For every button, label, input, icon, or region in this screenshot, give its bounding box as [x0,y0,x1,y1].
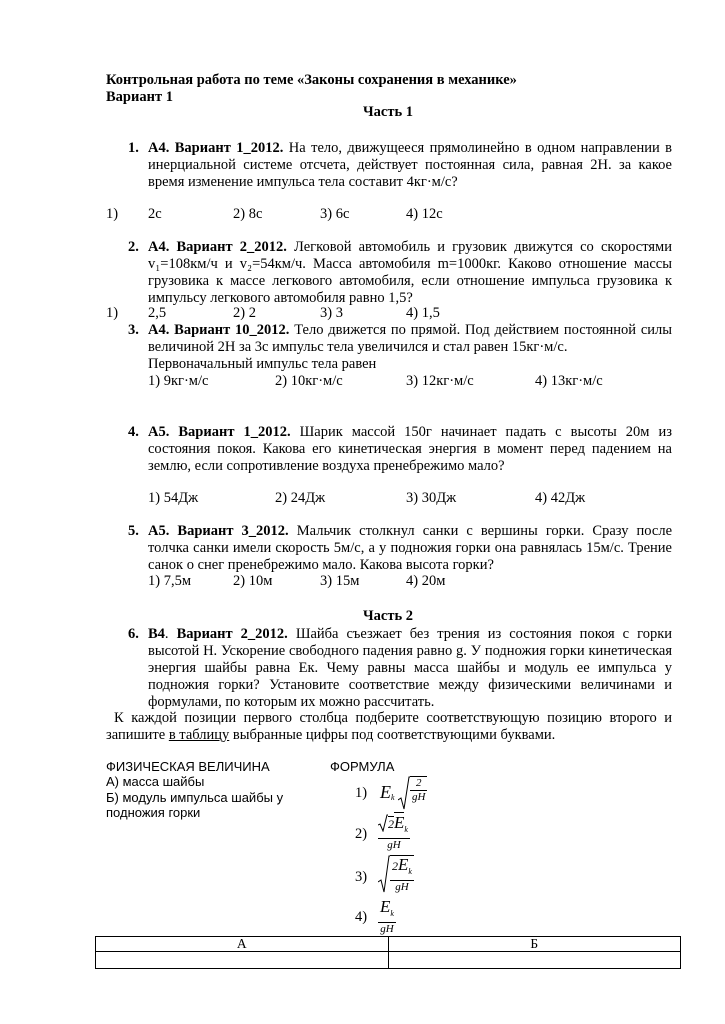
q5-body [148,523,672,574]
q6-body [148,626,672,711]
q4-body [148,424,672,475]
formula-2 [378,814,410,851]
q2-number: 2. [128,239,139,255]
q6-text: Шайба съезжает без трения из состояния покоя с горки высотой H. Ускорение свободного падения равно g. У подножия горки кинетическая энергия шайбы равна Eк. Чему равны масса шайбы и модуль ее импульса у подножия горки? Установите соответствие между физическими величинами и формулами, по которым их можно рассчитать. [148,626,673,710]
q1-opt-num: 1) [106,206,119,222]
q3-opt-2: 2) 10кг·м/с [275,373,343,389]
f2-frac [378,814,410,851]
answer-table-header-row [96,937,681,952]
q6-tag: Вариант 2_2012. [176,626,288,642]
f4-frac [378,898,396,935]
f2-E: E [394,813,405,832]
f1-k: k [391,792,395,802]
q2-opt-num: 1) [106,305,119,321]
formula-4-label: 4) [355,909,368,925]
f3-two: 2 [392,859,398,873]
q5-text: Мальчик столкнул санки с вершины горки. Сразу после толчка санки имели скорость 5м/с, а у подножия горки она равнялась 15м/с. Трение санок о снег пренебрежимо мало. Какова высота горки? [148,523,673,573]
q5-opt-2: 2) 10м [233,573,273,589]
f3-E: E [398,855,409,874]
q1-opt-1: 2с [148,206,162,222]
f3-den: gH [395,880,409,893]
q3-opt-4: 4) 13кг·м/с [535,373,603,389]
q5-opt-4: 4) 20м [406,573,446,589]
q3-line2: Первоначальный импульс тела равен [148,356,377,372]
left-item-b: Б) модуль импульса шайбы у подножия горки [106,790,284,820]
answer-cell-a[interactable] [96,952,389,969]
formula-1-label: 1) [355,785,368,801]
q1-opt-2: 2) 8с [233,206,263,222]
q3-tag: А4. Вариант 10_2012. [148,322,290,338]
q2-opt-4: 4) 1,5 [406,305,440,321]
f3-num [390,856,414,881]
q1-body [148,140,672,191]
variant-label: Вариант 1 [106,89,173,105]
q1-text: На тело, движущееся прямолинейно в одном направлении в инерциальной системе отсчета, действует постоянная сила, равная 2Н. за какое время изменение импульса тела составит 4кг·м/с? [148,140,672,190]
f3-frac [390,855,414,893]
formula-3-label: 3) [355,869,368,885]
q3-opt-1: 1) 9кг·м/с [148,373,209,389]
formula-4 [378,898,396,935]
q3-text: Тело движется по прямой. Под действием постоянной силы величиной 2Н за 3с импульс тела увеличился и стал равен 15кг·м/с. [148,322,672,355]
instruction-post: выбранные цифры под соответствующими буквами. [229,727,556,743]
f2-num [378,814,410,839]
q5-opt-3: 3) 15м [320,573,360,589]
f1-E: E [380,782,391,802]
q4-opt-1: 1) 54Дж [148,490,199,506]
f4-num [378,898,396,923]
q1-number: 1. [128,140,139,156]
part2-heading: Часть 2 [363,608,413,624]
q4-opt-4: 4) 42Дж [535,490,586,506]
f1-radical-icon [398,776,410,810]
f1-num: 2 [410,777,427,791]
f1-den: gH [412,791,426,803]
q6-tag-sep: . [164,626,177,642]
f2-two: 2 [388,817,394,831]
q2-opt-3: 3) 3 [320,305,343,321]
part1-heading: Часть 1 [363,104,413,120]
q6-number: 6. [128,626,139,642]
q5-tag: А5. Вариант 3_2012. [148,523,289,539]
instruction [106,710,672,744]
right-header: ФОРМУЛА [330,759,395,774]
f2-radical-icon [378,814,388,832]
q1-tag: А4. Вариант 1_2012. [148,140,284,156]
q3-opt-3: 3) 12кг·м/с [406,373,474,389]
q2-tag: А4. Вариант 2_2012. [148,239,287,255]
q4-opt-3: 3) 30Дж [406,490,457,506]
q1-opt-4: 4) 12с [406,206,443,222]
left-item-a: А) масса шайбы [106,774,205,789]
f4-den: gH [380,922,394,935]
formula-1 [380,776,426,812]
answer-cell-b[interactable] [388,952,681,969]
q4-number: 4. [128,424,139,440]
q5-opt-1: 1) 7,5м [148,573,192,589]
answer-table-col-a: А [96,937,389,952]
q1-opt-3: 3) 6с [320,206,350,222]
q2-text: Легковой автомобиль и грузовик движутся со скоростями v₁=108км/ч и v₂=54км/ч. Масса автомобиля m=1000кг. Каково отношение массы грузовика к массе легкового автомобиля, если отношение импульса грузовика к импульсу легкового автомобиля равно 1,5? [148,239,672,306]
f2-k: k [404,824,408,834]
f3-radical-icon [378,855,390,893]
q2-opt-2: 2) 2 [233,305,256,321]
f1-frac [410,776,427,804]
formula-2-label: 2) [355,826,368,842]
instruction-link: в таблицу [168,727,230,743]
q4-tag: А5. Вариант 1_2012. [148,424,291,440]
q4-opt-2: 2) 24Дж [275,490,326,506]
q3-number: 3. [128,322,139,338]
f4-E: E [380,897,391,916]
f3-k: k [408,866,412,876]
q2-body [148,239,672,307]
answer-table-col-b: Б [388,937,681,952]
left-header: ФИЗИЧЕСКАЯ ВЕЛИЧИНА [106,759,270,774]
q2-opt-1: 2,5 [148,305,167,321]
answer-table-input-row [96,952,681,969]
q3-body [148,322,672,356]
answer-table [95,936,681,969]
document-title: Контрольная работа по теме «Законы сохранения в механике» [106,72,517,88]
q6-tag-b: В4 [148,626,165,642]
q4-text: Шарик массой 150г начинает падать с высоты 20м из состояния покоя. Какова его кинетическая энергия в момент перед падением на землю, если сопротивление воздуха пренебрежимо мало? [148,424,672,474]
q5-number: 5. [128,523,139,539]
f4-k: k [390,908,394,918]
f2-den: gH [387,838,401,851]
instruction-pre: К каждой позиции первого столбца подберите соответствующую позицию второго и запишите [106,710,672,743]
